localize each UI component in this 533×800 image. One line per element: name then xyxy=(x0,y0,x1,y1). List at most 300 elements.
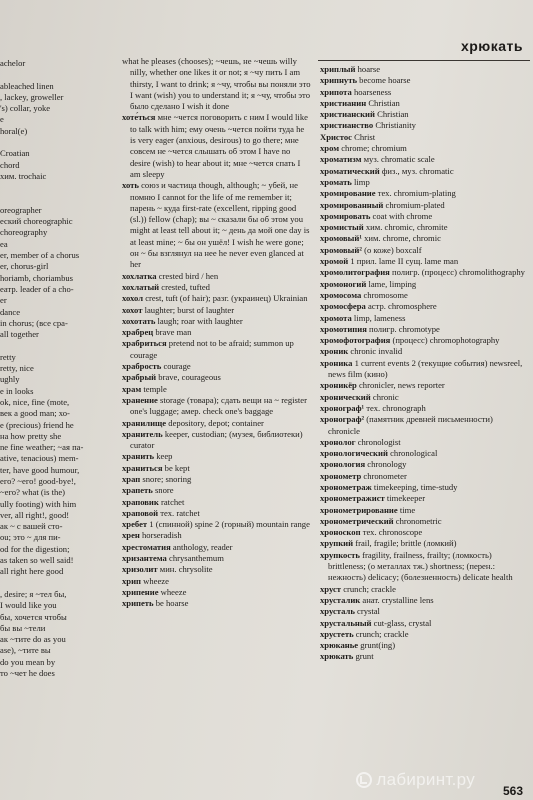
entry-definition: 1 прил. lame II сущ. lame man xyxy=(350,256,459,267)
dictionary-entry xyxy=(122,519,312,530)
truncated-line: бы вы ~тели xyxy=(0,622,46,633)
entry-headword: хронометр xyxy=(320,470,362,481)
truncated-line: all right here good xyxy=(0,566,64,577)
truncated-line: хим. trochaic xyxy=(0,170,47,181)
dictionary-entry xyxy=(320,188,525,199)
dictionary-entry xyxy=(320,527,525,538)
entry-definition: crunch; crackle xyxy=(355,628,409,639)
dictionary-entry xyxy=(122,587,312,598)
middle-column xyxy=(122,56,312,610)
dictionary-entry xyxy=(320,493,525,504)
entry-headword: храбрец xyxy=(122,327,154,338)
entry-definition: crest, tuft (of hair); разг. (украинец) Ukrainian xyxy=(145,293,308,304)
dictionary-entry xyxy=(122,327,312,338)
truncated-line xyxy=(0,69,108,80)
dictionary-entry xyxy=(320,459,525,470)
entry-definition: time xyxy=(399,504,416,515)
dictionary-entry xyxy=(122,485,312,496)
entry-definition: chrome; chromium xyxy=(341,143,407,154)
entry-headword: хронический xyxy=(320,391,371,402)
entry-definition: тех. chronograph xyxy=(366,402,426,413)
truncated-line: еский choreographic xyxy=(0,216,73,227)
entry-headword: хронолог xyxy=(320,436,356,447)
dictionary-entry xyxy=(320,154,525,165)
truncated-line: er, chorus-girl xyxy=(0,261,49,272)
truncated-line xyxy=(0,578,108,589)
entry-definition: what he pleases (chooses); ~чешь, не ~чешь willy nilly, whether one likes it or not; я ~чу пить I am thirsty, I want to drink; я ~чу, чтобы вы поняли это I want (wish) you to understand it; я ~чу, чтобы это было сделано I wish it done xyxy=(122,56,311,112)
entry-definition: союз и частица though, although; ~ убей, не помню I cannot for the life of me remember it; парень ~ куда first-rate (excellent, ripping good (sl.)) fellow (chap); вы ~ сказали бы об этом you might at least tell about it; ~ день да мой one day is at least mine; ~ бы он ушёл! I wish he were gone; он ~ бы взглянул на нее he never even glanced at her xyxy=(130,180,310,270)
dictionary-entry xyxy=(122,384,312,395)
entry-definition: crystal xyxy=(357,606,380,617)
entry-definition: chronological xyxy=(390,448,438,459)
entry-definition: brave, courageous xyxy=(158,372,221,383)
dictionary-entry xyxy=(320,538,525,549)
truncated-line: , lackey, groweller xyxy=(0,91,64,102)
entry-headword: хром xyxy=(320,143,340,154)
entry-definition: chronometric xyxy=(395,515,442,526)
truncated-line: , desire; я ~тел бы, xyxy=(0,588,67,599)
entry-definition: storage (товара); сдать вещи на ~ register one's luggage; амер. check one's baggage xyxy=(130,394,307,417)
dictionary-entry xyxy=(320,211,525,222)
truncated-line: его? ~его! good-bye!, xyxy=(0,475,76,486)
entry-definition: Christian xyxy=(368,97,400,108)
entry-definition: хим. chromic, chromite xyxy=(365,222,448,233)
entry-definition: chronometer xyxy=(363,470,407,481)
entry-definition: limp xyxy=(354,176,370,187)
truncated-line: horiamb, choriambus xyxy=(0,272,74,283)
entry-definition: тех. ratchet xyxy=(160,507,200,518)
dictionary-entry xyxy=(320,437,525,448)
dictionary-entry xyxy=(320,595,525,606)
entry-definition: 1 current events 2 (текущие события) newsreel, news film (кино) xyxy=(328,357,523,380)
truncated-line: as taken so well said! xyxy=(0,555,74,566)
dictionary-entry xyxy=(122,463,312,474)
truncated-line: I would like you xyxy=(0,600,57,611)
entry-headword: хрюканье xyxy=(320,640,359,651)
entry-headword: хронограф¹ xyxy=(320,402,365,413)
entry-headword: хроматический xyxy=(320,165,380,176)
entry-definition: (о коже) boxcalf xyxy=(364,244,422,255)
dictionary-entry xyxy=(320,651,525,662)
truncated-line: на how pretty she xyxy=(0,430,62,441)
dictionary-entry xyxy=(320,87,525,98)
entry-definition: hoarseness xyxy=(353,86,392,97)
truncated-line: ative, tenacious) mem- xyxy=(0,453,79,464)
dictionary-entry xyxy=(320,245,525,256)
entry-definition: coat with chrome xyxy=(372,210,433,221)
dictionary-entry xyxy=(122,418,312,429)
truncated-line: 's) collar, yoke xyxy=(0,103,51,114)
dictionary-entry xyxy=(320,177,525,188)
entry-headword: хрупкость xyxy=(320,549,360,560)
dictionary-entry xyxy=(320,313,525,324)
entry-definition: chromium-plated xyxy=(385,199,445,210)
dictionary-entry xyxy=(320,358,525,381)
dictionary-entry xyxy=(122,542,312,553)
truncated-line: ter, have good humour, xyxy=(0,464,80,475)
entry-definition: chronicler, news reporter xyxy=(358,380,445,391)
entry-headword: хрустальный xyxy=(320,617,372,628)
entry-headword: хруст xyxy=(320,583,342,594)
truncated-line: in chorus; (все сра- xyxy=(0,317,68,328)
entry-definition: crested, tufted xyxy=(161,281,210,292)
entry-headword: хромой xyxy=(320,256,349,267)
entry-definition: keeper, custodian; (музея, библиотеки) curator xyxy=(130,428,303,451)
entry-definition: полигр. (процесс) chromolithography xyxy=(392,267,525,278)
entry-definition: Christianity xyxy=(375,120,416,131)
truncated-line: бы, хочется чтобы xyxy=(0,611,67,622)
entry-headword: хромовый¹ xyxy=(320,233,362,244)
entry-headword: хромирование xyxy=(320,188,376,199)
dictionary-entry xyxy=(122,429,312,452)
entry-headword: хрен xyxy=(122,530,140,541)
dictionary-entry xyxy=(320,380,525,391)
dictionary-entry xyxy=(122,56,312,112)
dictionary-entry xyxy=(122,598,312,609)
dictionary-entry xyxy=(320,279,525,290)
truncated-line: ully footing) with him xyxy=(0,498,77,509)
dictionary-entry xyxy=(122,271,312,282)
entry-headword: хромосфера xyxy=(320,301,366,312)
entry-definition: Christian xyxy=(377,109,409,120)
entry-headword: хромистый xyxy=(320,222,364,233)
entry-headword: хромосома xyxy=(320,289,362,300)
dictionary-entry xyxy=(320,64,525,75)
right-column xyxy=(320,64,525,663)
truncated-line: ver, all right!, good! xyxy=(0,509,70,520)
entry-headword: храповик xyxy=(122,496,159,507)
entry-definition: chronology xyxy=(367,459,407,470)
entry-headword: хромота xyxy=(320,312,352,323)
dictionary-entry xyxy=(122,451,312,462)
dictionary-entry xyxy=(122,112,312,180)
entry-headword: хромировать xyxy=(320,210,371,221)
dictionary-entry xyxy=(320,505,525,516)
truncated-line: horal(e) xyxy=(0,125,28,136)
entry-headword: хрестоматия xyxy=(122,541,171,552)
truncated-line: od for the digestion; xyxy=(0,543,70,554)
entry-headword: хребет xyxy=(122,519,148,530)
entry-definition: хим. chrome, chromic xyxy=(364,233,441,244)
truncated-line: ase), ~тите вы xyxy=(0,645,51,656)
entry-headword: храп xyxy=(122,473,141,484)
entry-definition: laughter; burst of laughter xyxy=(144,304,235,315)
dictionary-entry xyxy=(122,361,312,372)
entry-definition: depository, depot; container xyxy=(168,417,264,428)
dictionary-entry xyxy=(320,414,525,437)
entry-headword: хронология xyxy=(320,459,366,470)
entry-definition: anthology, reader xyxy=(172,541,233,552)
dictionary-entry xyxy=(122,508,312,519)
truncated-line: еатр. leader of a cho- xyxy=(0,283,74,294)
entry-headword: хохлатка xyxy=(122,270,157,281)
entry-definition: become hoarse xyxy=(359,75,411,86)
dictionary-entry xyxy=(320,98,525,109)
entry-definition: Christ xyxy=(354,131,376,142)
truncated-line: chord xyxy=(0,159,20,170)
entry-headword: хрусталь xyxy=(320,606,355,617)
dictionary-entry xyxy=(122,395,312,418)
truncated-line xyxy=(0,340,108,351)
entry-headword: христианство xyxy=(320,120,374,131)
entry-headword: хранение xyxy=(122,394,158,405)
dictionary-entry xyxy=(320,403,525,414)
dictionary-entry xyxy=(320,120,525,131)
truncated-line: er xyxy=(0,295,7,306)
entry-definition: hoarse xyxy=(357,64,381,74)
dictionary-entry xyxy=(320,471,525,482)
truncated-line: ne fine weather; ~ая па- xyxy=(0,442,84,453)
entry-headword: хрипеть xyxy=(122,598,154,609)
truncated-line xyxy=(0,137,108,148)
dictionary-entry xyxy=(320,392,525,403)
truncated-line: ак ~ с вашей сто- xyxy=(0,521,63,532)
dictionary-entry xyxy=(122,576,312,587)
entry-definition: horseradish xyxy=(142,530,182,541)
dictionary-entry xyxy=(320,166,525,177)
entry-headword: хрупкий xyxy=(320,538,354,549)
entry-headword: хранилище xyxy=(122,417,167,428)
entry-definition: timekeeping, time-study xyxy=(373,481,458,492)
watermark-text: лабиринт.ру xyxy=(376,770,475,789)
entry-headword: хрипение xyxy=(122,586,159,597)
dictionary-entry xyxy=(320,132,525,143)
dictionary-entry xyxy=(320,109,525,120)
dictionary-entry xyxy=(122,474,312,485)
entry-headword: храбрый xyxy=(122,372,157,383)
entry-headword: храм xyxy=(122,383,142,394)
entry-definition: муз. chromatic scale xyxy=(363,154,435,165)
dictionary-entry xyxy=(122,338,312,361)
entry-headword: хронометражист xyxy=(320,493,385,504)
entry-headword: хроник xyxy=(320,346,349,357)
entry-headword: храниться xyxy=(122,462,163,473)
truncated-line: choreography xyxy=(0,227,48,238)
labirint-logo-icon xyxy=(356,772,372,788)
dictionary-entry xyxy=(320,550,525,584)
entry-headword: хохот xyxy=(122,304,143,315)
entry-headword: хронометраж xyxy=(320,481,372,492)
entry-definition: keep xyxy=(156,451,173,462)
entry-headword: хронометрирование xyxy=(320,504,398,515)
dictionary-entry xyxy=(122,293,312,304)
truncated-line: do you mean by xyxy=(0,656,56,667)
entry-definition: crunch; crackle xyxy=(343,583,396,594)
entry-definition: мне ~чется поговорить с ним I would like to talk with him; ему очень ~чется пойти туда he is very eager (anxious, desirous) to go there; мне совсем не ~чется слышать об этом I have no desire (wish) to hear about it; мне ~чется спать I am sleepy xyxy=(130,112,308,179)
entry-headword: храбриться xyxy=(122,338,167,349)
entry-headword: хризолит xyxy=(122,564,158,575)
entry-headword: хроноскоп xyxy=(320,527,361,538)
dictionary-entry xyxy=(320,584,525,595)
entry-headword: хрипнуть xyxy=(320,75,357,86)
dictionary-entry xyxy=(320,222,525,233)
entry-headword: хроника xyxy=(320,357,353,368)
entry-headword: хрустеть xyxy=(320,628,354,639)
entry-headword: христианский xyxy=(320,109,375,120)
entry-definition: мин. chrysolite xyxy=(159,564,213,575)
entry-definition: 1 (спинной) spine 2 (горный) mountain range xyxy=(149,519,310,530)
entry-headword: Христос xyxy=(320,131,352,142)
entry-definition: chronic xyxy=(372,391,399,402)
entry-headword: хронологический xyxy=(320,448,388,459)
entry-headword: хранитель xyxy=(122,428,163,439)
dictionary-entry xyxy=(320,301,525,312)
dictionary-entry xyxy=(122,530,312,541)
truncated-line xyxy=(0,194,108,205)
truncated-line: ughly xyxy=(0,374,20,385)
entry-definition: тех. chronoscope xyxy=(362,527,423,538)
entry-definition: snore xyxy=(154,485,174,496)
watermark xyxy=(356,770,475,790)
truncated-line: то ~чет he does xyxy=(0,668,55,679)
truncated-line: all together xyxy=(0,329,39,340)
dictionary-entry xyxy=(320,143,525,154)
entry-headword: хромированный xyxy=(320,199,384,210)
entry-definition: ratchet xyxy=(161,496,185,507)
entry-headword: храбрость xyxy=(122,361,162,372)
entry-definition: laugh; roar with laughter xyxy=(157,315,243,326)
entry-headword: хромотипия xyxy=(320,323,367,334)
truncated-line xyxy=(0,182,108,193)
truncated-line: e in looks xyxy=(0,385,34,396)
entry-definition: анат. crystalline lens xyxy=(362,594,434,605)
entry-headword: хронометрический xyxy=(320,515,394,526)
dictionary-entry xyxy=(122,372,312,383)
dictionary-entry xyxy=(320,267,525,278)
entry-headword: храпеть xyxy=(122,485,153,496)
entry-definition: limp, lameness xyxy=(353,312,406,323)
truncated-line: dance xyxy=(0,306,21,317)
dictionary-entry xyxy=(122,316,312,327)
entry-definition: grunt(ing) xyxy=(360,640,396,651)
dictionary-entry xyxy=(320,335,525,346)
entry-headword: хохол xyxy=(122,293,144,304)
entry-definition: timekeeper xyxy=(386,493,426,504)
entry-headword: хрусталик xyxy=(320,594,361,605)
entry-definition: астр. chromosphere xyxy=(367,301,437,312)
dictionary-entry xyxy=(122,180,312,270)
dictionary-entry xyxy=(320,482,525,493)
truncated-line: Croatian xyxy=(0,148,30,159)
entry-definition: temple xyxy=(143,383,167,394)
entry-definition: тех. chromium-plating xyxy=(377,188,456,199)
entry-definition: fragility, frailness, frailty; (ломкость) brittleness; (о металлах тж.) shortness; (перен.: нежность) delicacy; (болезненность) delicate health xyxy=(328,549,513,583)
page-number: 563 xyxy=(502,784,523,798)
entry-headword: хранить xyxy=(122,451,155,462)
entry-headword: хрюкать xyxy=(320,651,354,662)
dictionary-entry xyxy=(320,606,525,617)
entry-headword: хромолитография xyxy=(320,267,390,278)
dictionary-entry xyxy=(320,629,525,640)
entry-definition: chrysanthemum xyxy=(169,553,224,564)
entry-headword: хромать xyxy=(320,176,352,187)
entry-headword: хрипота xyxy=(320,86,352,97)
entry-definition: chromosome xyxy=(363,289,408,300)
truncated-line: ableached linen xyxy=(0,80,54,91)
entry-headword: хромофотография xyxy=(320,335,391,346)
dictionary-entry xyxy=(320,640,525,651)
entry-definition: (памятник древней письменности) chronicle xyxy=(328,414,493,436)
entry-headword: хохлатый xyxy=(122,281,160,292)
truncated-line: er, member of a chorus xyxy=(0,250,80,261)
dictionary-entry xyxy=(122,282,312,293)
entry-definition: cut-glass, crystal xyxy=(373,617,432,628)
entry-definition: frail, fragile; brittle (ломкий) xyxy=(355,538,457,549)
entry-headword: хриплый xyxy=(320,64,356,74)
truncated-line: век a good man; хо- xyxy=(0,408,70,419)
dictionary-entry xyxy=(320,516,525,527)
truncated-line: ok, nice, fine (mote, xyxy=(0,396,70,407)
dictionary-entry xyxy=(320,290,525,301)
entry-headword: хроникёр xyxy=(320,380,357,391)
truncated-line: oreographer xyxy=(0,204,42,215)
entry-definition: grunt xyxy=(355,651,374,662)
entry-headword: хрип xyxy=(122,575,141,586)
entry-headword: хоте́ться xyxy=(122,112,156,123)
truncated-line: achelor xyxy=(0,58,26,68)
header-rule xyxy=(318,60,530,61)
dictionary-entry xyxy=(320,256,525,267)
dictionary-entry xyxy=(122,497,312,508)
dictionary-entry xyxy=(320,233,525,244)
entry-definition: be kept xyxy=(164,462,190,473)
entry-headword: хоть xyxy=(122,180,139,191)
entry-headword: хромовый² xyxy=(320,244,362,255)
dictionary-entry xyxy=(122,305,312,316)
truncated-line: ou; это ~ для пи- xyxy=(0,532,61,543)
dictionary-entry xyxy=(320,324,525,335)
entry-definition: brave man xyxy=(155,327,192,338)
dictionary-entry xyxy=(320,448,525,459)
entry-headword: хохотать xyxy=(122,315,156,326)
dictionary-entry xyxy=(320,618,525,629)
truncated-line: retty, nice xyxy=(0,363,34,374)
dictionary-entry xyxy=(320,75,525,86)
dictionary-entry xyxy=(122,564,312,575)
entry-definition: courage xyxy=(163,361,191,372)
entry-definition: (процесс) chromophotography xyxy=(392,335,500,346)
entry-headword: хромоногий xyxy=(320,278,367,289)
running-head: хрюкать xyxy=(460,38,523,54)
entry-definition: be hoarse xyxy=(155,598,189,609)
entry-definition: wheeze xyxy=(160,586,187,597)
truncated-line: ea xyxy=(0,238,8,249)
entry-definition: chronic invalid xyxy=(350,346,403,357)
entry-definition: lame, limping xyxy=(368,278,417,289)
entry-definition: crested bird / hen xyxy=(158,270,219,281)
entry-headword: хронограф² xyxy=(320,414,365,425)
entry-headword: хризантема xyxy=(122,553,167,564)
left-column xyxy=(0,58,108,679)
truncated-line: ак ~тите do as you xyxy=(0,634,66,645)
dictionary-entry xyxy=(122,553,312,564)
entry-headword: хроматизм xyxy=(320,154,362,165)
dictionary-entry xyxy=(320,200,525,211)
entry-headword: храповой xyxy=(122,507,159,518)
entry-headword: христианин xyxy=(320,97,367,108)
entry-definition: wheeze xyxy=(143,575,169,586)
truncated-line: retty xyxy=(0,351,16,362)
entry-definition: snore; snoring xyxy=(142,473,192,484)
entry-definition: полигр. chromotype xyxy=(369,323,440,334)
entry-definition: chronologist xyxy=(357,436,401,447)
entry-definition: pretend not to be afraid; summon up courage xyxy=(130,338,294,360)
truncated-line: e xyxy=(0,114,4,125)
entry-definition: физ., муз. chromatic xyxy=(381,165,454,176)
truncated-line: ~его? what (is the) xyxy=(0,487,65,498)
truncated-line: e (precious) friend he xyxy=(0,419,74,430)
dictionary-entry xyxy=(320,346,525,357)
